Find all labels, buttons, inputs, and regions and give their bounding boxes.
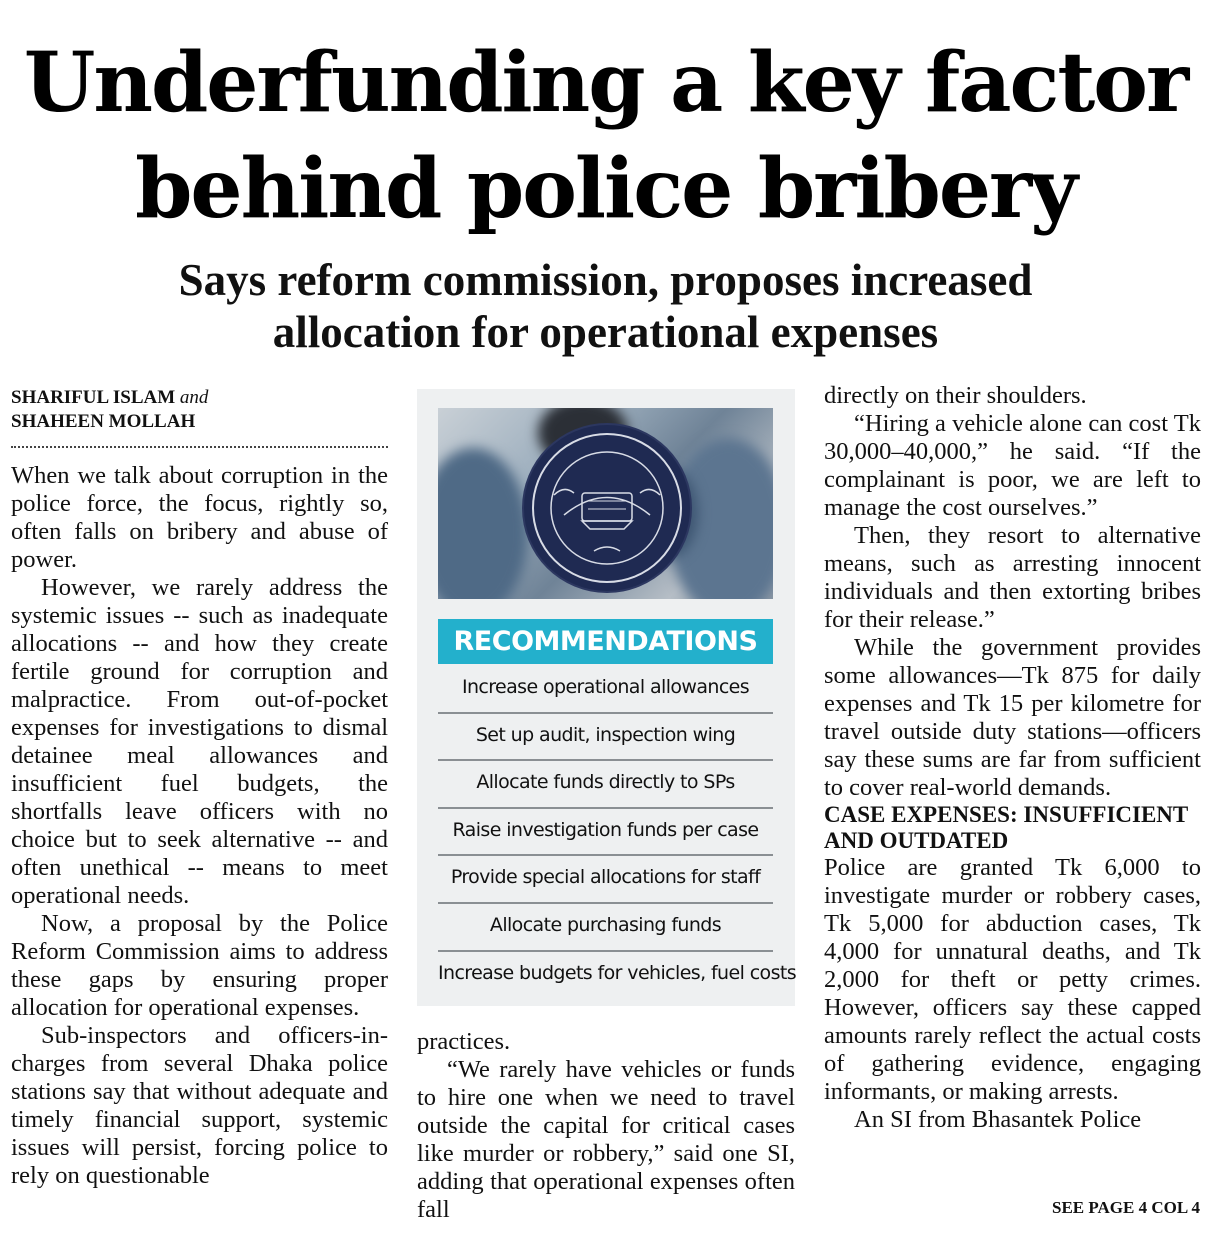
author-1: SHARIFUL ISLAM bbox=[11, 387, 176, 408]
paragraph: However, we rarely address the systemic issues -- such as inadequate allocations -- and how they create fertile ground for corruption and malpractice. From out-of-pocket expenses for investigations to dismal detainee meal allowances and insufficient fuel budgets, the shortfalls leave officers with no choice but to seek alternative -- and often unethical -- means to meet operational needs. bbox=[11, 574, 388, 909]
section-heading: CASE EXPENSES: INSUFFICIENT AND OUTDATED bbox=[824, 802, 1188, 853]
subhead-line-2: allocation for operational expenses bbox=[272, 307, 939, 357]
paragraph: directly on their shoulders. bbox=[824, 382, 1087, 409]
police-photo bbox=[438, 408, 773, 599]
paragraph: When we talk about corruption in the police force, the focus, rightly so, often falls on bribery and abuse of power. bbox=[11, 462, 388, 573]
paragraph: “We rarely have vehicles or funds to hire one when we need to travel outside the capital for critical cases like murder or robbery,” said one SI, adding that operational expenses often fall bbox=[417, 1056, 795, 1223]
recommendation-item: Raise investigation funds per case bbox=[452, 819, 759, 841]
paragraph: practices. bbox=[417, 1028, 511, 1055]
headline bbox=[0, 30, 1211, 242]
paragraph: Sub-inspectors and officers-in-charges from several Dhaka police stations say that without adequate and timely financial support, systemic issues will persist, forcing police to rely on questionable bbox=[11, 1022, 388, 1189]
recommendations-box bbox=[417, 389, 795, 1006]
recommendation-item: Increase operational allowances bbox=[461, 676, 750, 698]
headline-line-1: Underfunding a key factor bbox=[23, 35, 1188, 131]
subhead-line-1: Says reform commission, proposes increased bbox=[178, 255, 1033, 305]
police-emblem-icon bbox=[524, 425, 690, 591]
byline-and: and bbox=[179, 387, 209, 408]
recommendations-title: RECOMMENDATIONS bbox=[438, 619, 773, 664]
author-2: SHAHEEN MOLLAH bbox=[11, 411, 196, 432]
column-3 bbox=[824, 382, 1201, 1134]
paragraph: While the government provides some allowances—Tk 875 for daily expenses and Tk 15 per kilometre for travel outside duty stations—officers say these sums are far from sufficient to cover real-world demands. bbox=[824, 634, 1201, 801]
column-2 bbox=[417, 1028, 795, 1224]
subheadline bbox=[0, 254, 1211, 358]
continuation-jump: SEE PAGE 4 COL 4 bbox=[1052, 1198, 1200, 1217]
paragraph: Then, they resort to alternative means, such as arresting innocent individuals and then extorting bribes for their release.” bbox=[824, 522, 1201, 633]
paragraph: Now, a proposal by the Police Reform Commission aims to address these gaps by ensuring proper allocation for operational expenses. bbox=[11, 910, 388, 1021]
headline-line-2: behind police bribery bbox=[135, 141, 1076, 237]
paragraph: An SI from Bhasantek Police bbox=[854, 1106, 1142, 1133]
byline bbox=[11, 386, 388, 434]
byline-divider bbox=[11, 446, 388, 448]
recommendation-item: Allocate funds directly to SPs bbox=[476, 771, 735, 793]
column-1 bbox=[11, 462, 388, 1190]
recommendation-item: Set up audit, inspection wing bbox=[475, 724, 736, 746]
recommendation-item: Increase budgets for vehicles, fuel costs bbox=[438, 962, 797, 984]
paragraph: Police are granted Tk 6,000 to investigate murder or robbery cases, Tk 5,000 for abduction cases, Tk 4,000 for unnatural deaths, and Tk 2,000 for theft or petty crimes. However, officers say these capped amounts rarely reflect the actual costs of gathering evidence, engaging informants, or making arrests. bbox=[824, 854, 1201, 1105]
recommendation-item: Provide special allocations for staff bbox=[450, 866, 761, 888]
paragraph: “Hiring a vehicle alone can cost Tk 30,000–40,000,” he said. “If the complainant is poor, we are left to manage the cost ourselves.” bbox=[824, 410, 1201, 521]
recommendation-item: Allocate purchasing funds bbox=[489, 914, 722, 936]
